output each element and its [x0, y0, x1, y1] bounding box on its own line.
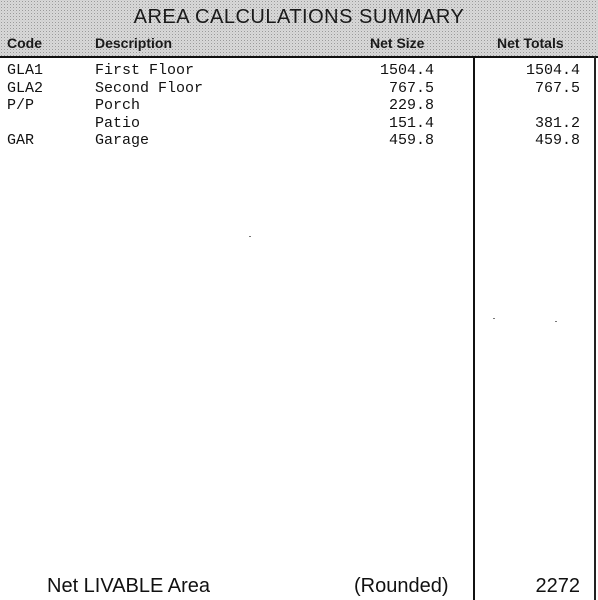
column-header-net-size: Net Size: [370, 35, 425, 51]
column-header-description: Description: [95, 35, 173, 51]
net-livable-area-label: Net LIVABLE Area: [47, 575, 211, 597]
row-net-size: 1504.4: [379, 62, 434, 79]
table-row: [0, 115, 598, 133]
table-row: [0, 132, 598, 150]
scan-speck: [249, 236, 251, 237]
row-code: GLA2: [7, 79, 44, 97]
document-title: AREA CALCULATIONS SUMMARY: [133, 6, 465, 28]
row-code: P/P: [7, 97, 35, 114]
rounded-note: (Rounded): [354, 575, 449, 597]
table-row: [0, 62, 598, 80]
row-description: Second Floor: [95, 79, 204, 97]
summary-header: [0, 0, 598, 58]
column-header-net-totals: Net Totals: [497, 35, 564, 51]
row-net-size: 151.4: [388, 114, 434, 132]
table-row: [0, 97, 598, 115]
row-net-total: 1504.4: [525, 62, 580, 79]
row-description: Porch: [95, 97, 141, 114]
row-description: Patio: [95, 114, 141, 132]
row-net-size: 767.5: [388, 79, 434, 97]
row-code: GAR: [7, 132, 35, 149]
row-net-size: 459.8: [388, 132, 434, 149]
area-table: [0, 62, 598, 150]
row-net-total: 459.8: [534, 132, 580, 149]
row-description: Garage: [95, 132, 150, 149]
row-net-total: 767.5: [534, 79, 580, 97]
row-net-size: 229.8: [388, 97, 434, 114]
scan-speck: [555, 321, 557, 322]
scan-speck: [493, 318, 495, 319]
row-code: GLA1: [7, 62, 44, 79]
net-livable-area-value: 2272: [535, 575, 580, 597]
row-description: First Floor: [95, 62, 195, 79]
column-header-code: Code: [7, 35, 42, 51]
table-row: [0, 80, 598, 98]
row-net-total: 381.2: [534, 114, 580, 132]
